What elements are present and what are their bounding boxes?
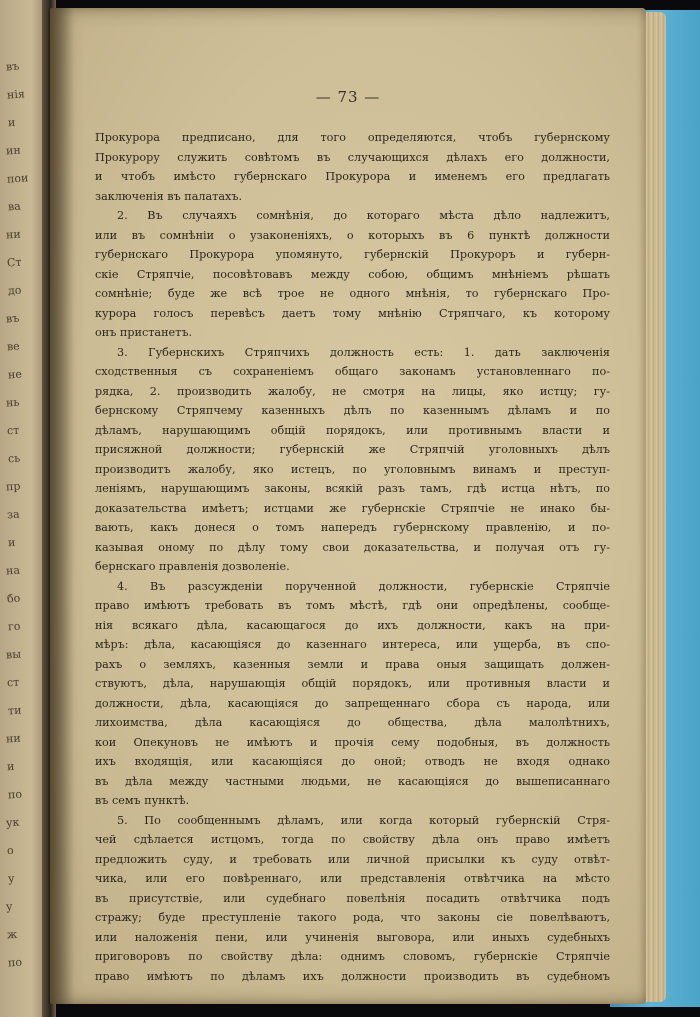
left-page-text-fragment: ве: [6, 339, 21, 354]
left-page-text-fragment: ук: [5, 815, 20, 830]
left-page-text-fragment: го: [7, 619, 21, 634]
text-line: леніямъ, нарушающимъ законы, всякій разъ тамъ, гдѣ истца нѣтъ, по: [95, 482, 610, 495]
left-page-text-fragment: пои: [6, 171, 29, 186]
text-line: право имѣютъ требовать въ томъ мѣстѣ, гдѣ они опредѣлены, сообще-: [95, 599, 610, 612]
text-line: приговоровъ по свойству дѣла: однимъ словомъ, губернскіе Стряпчіе: [95, 950, 610, 963]
page-number: — 73 —: [315, 88, 381, 106]
left-page-text-fragment: нь: [5, 395, 20, 410]
left-page-text-fragment: и: [7, 535, 16, 550]
text-line: скіе Стряпчіе, посовѣтовавъ между собою, общимъ мнѣніемъ рѣшать: [95, 267, 610, 281]
left-page-text-fragment: ст: [6, 675, 20, 690]
text-line: онъ пристанетъ.: [95, 326, 193, 339]
text-line: бернскому Стряпчему казенныхъ дѣлъ по казеннымъ дѣламъ и по: [95, 404, 610, 417]
text-line: въ присутствіе, или судебнаго повелѣнія посадить отвѣтчика подъ: [95, 891, 610, 905]
left-page-text-fragment: сь: [7, 451, 21, 466]
left-page-text-fragment: нія: [6, 87, 26, 102]
text-line: право имѣютъ по дѣламъ ихъ должности производить въ судебномъ: [95, 969, 610, 983]
left-page-text-fragment: пр: [5, 479, 21, 494]
left-page-text-fragment: въ: [5, 311, 20, 326]
left-page-text-fragment: по: [7, 787, 23, 802]
text-line: мѣръ: дѣла, касающіяся до казеннаго интереса, или ущерба, въ спо-: [95, 638, 610, 651]
text-line: ствуютъ, дѣла, нарушающія общій порядокъ, или противныя власти и: [95, 677, 610, 690]
left-page-text-fragment: въ: [5, 59, 20, 74]
book-page: [50, 8, 646, 1004]
text-line: присяжной должности; губернскій же Стряпчій уголовныхъ дѣлъ: [95, 443, 610, 456]
text-line: чика, или его повѣреннаго, или представленія отвѣтчика на мѣсто: [95, 872, 610, 885]
text-line: въ семъ пунктѣ.: [95, 794, 190, 807]
text-line: вають, какъ донеся о томъ напередъ губернскому правленію, и по-: [95, 521, 610, 534]
left-page-text-fragment: ин: [5, 143, 22, 158]
text-line: заключенія въ палатахъ.: [95, 189, 242, 203]
left-page-text-fragment: Ст: [6, 255, 22, 270]
text-line: рядка, 2. производить жалобу, не смотря на лицы, яко истцу; гу-: [95, 384, 610, 398]
text-line: Прокурора предписано, для того определяются, чтобъ губернскому: [95, 131, 610, 144]
text-line: въ дѣла между частными людьми, не касающіяся до вышеписаннаго: [95, 774, 610, 788]
text-line: и чтобъ имѣсто губернскаго Прокурора и именемъ его предлагать: [95, 170, 610, 183]
text-line: Прокурору служить совѣтомъ въ случающихся дѣлахъ его должности,: [95, 150, 610, 164]
text-line: дѣламъ, нарушающимъ общій порядокъ, или противнымъ власти и: [95, 423, 610, 437]
text-line: чей сдѣлается истцомъ, тогда по свойству дѣла онъ право имѣетъ: [95, 833, 610, 846]
text-line: стражу; буде преступленіе такого рода, что законы сіе повелѣваютъ,: [95, 911, 610, 924]
text-line: сходственныя съ сохраненіемъ общаго законамъ установленнаго по-: [95, 365, 610, 378]
text-line: 3. Губернскихъ Стряпчихъ должность есть: 1. дать заключенія: [117, 345, 610, 359]
text-line: 5. По сообщеннымъ дѣламъ, или когда который губернскій Стря-: [117, 813, 610, 827]
text-line: 4. Въ разсужденіи порученной должности, губернскіе Стряпчіе: [117, 579, 610, 593]
text-line: производитъ жалобу, яко истецъ, по уголовнымъ винамъ и преступ-: [95, 462, 610, 476]
left-page-text-fragment: на: [5, 563, 21, 578]
left-page-text-fragment: и: [6, 759, 15, 774]
text-line: или въ сомнѣніи о узаконеніяхъ, о которыхъ въ 6 пунктѣ должности: [95, 228, 610, 242]
text-line: губернскаго Прокурора упомянуто, губернскій Прокуроръ и губерн-: [95, 248, 610, 261]
left-page-text-fragment: ва: [7, 199, 22, 214]
left-page-text-fragment: ни: [5, 227, 22, 242]
left-page-text-fragment: ни: [5, 731, 22, 746]
text-line: казывая оному по дѣлу тому свои доказательства, и получая отъ гу-: [95, 540, 610, 554]
text-line: доказательства имѣетъ; истцами же губернскіе Стряпчіе не инако бы-: [95, 501, 610, 515]
left-page-text-fragment: вы: [5, 647, 22, 662]
left-page-text-fragment: ст: [6, 423, 20, 438]
left-page-text-fragment: и: [7, 115, 16, 130]
text-line: кои Опекуновъ не имѣютъ и прочія сему подобныя, въ должность: [95, 735, 610, 749]
text-line: 2. Въ случаяхъ сомнѣнія, до котораго мѣста дѣло надлежитъ,: [117, 209, 610, 222]
left-page-text-fragment: ти: [7, 703, 22, 718]
text-line: курора голосъ перевѣсъ даетъ тому мнѣнію Стряпчаго, къ которому: [95, 306, 610, 320]
text-line: или наложенія пени, или учиненія выговора, или иныхъ судебныхъ: [95, 930, 610, 944]
text-line: ихъ входящія, или касающіяся до оной; отводъ не входя однако: [95, 755, 610, 768]
left-page-text-fragment: по: [7, 955, 23, 970]
left-page-text-fragment: не: [7, 367, 23, 382]
left-page-text-fragment: у: [7, 871, 15, 886]
left-page-text-fragment: за: [6, 507, 21, 522]
text-line: нія всякаго дѣла, касающагося до ихъ должности, какъ на при-: [95, 618, 610, 632]
left-page-text-fragment: у: [5, 899, 13, 914]
left-page-text-fragment: о: [6, 843, 15, 858]
left-page-text-fragment: до: [7, 283, 22, 298]
text-line: сомнѣніе; буде же всѣ трое не одного мнѣнія, то губернскаго Про-: [95, 287, 610, 300]
text-line: лихоимства, дѣла касающіяся до общества, дѣла малолѣтнихъ,: [95, 716, 610, 729]
left-page-text-fragment: ж: [6, 927, 18, 942]
text-line: должности, дѣла, касающіяся до запрещеннаго сбора съ народа, или: [95, 696, 610, 710]
text-line: бернскаго правленія дозволеніе.: [95, 560, 290, 573]
text-line: рахъ о земляхъ, казенныя земли и права оныя защищать должен-: [95, 657, 610, 671]
left-page-text-fragment: бо: [6, 591, 21, 606]
page-text: [95, 128, 610, 986]
text-line: предложить суду, и требовать или личной присылки къ суду отвѣт-: [95, 852, 610, 866]
